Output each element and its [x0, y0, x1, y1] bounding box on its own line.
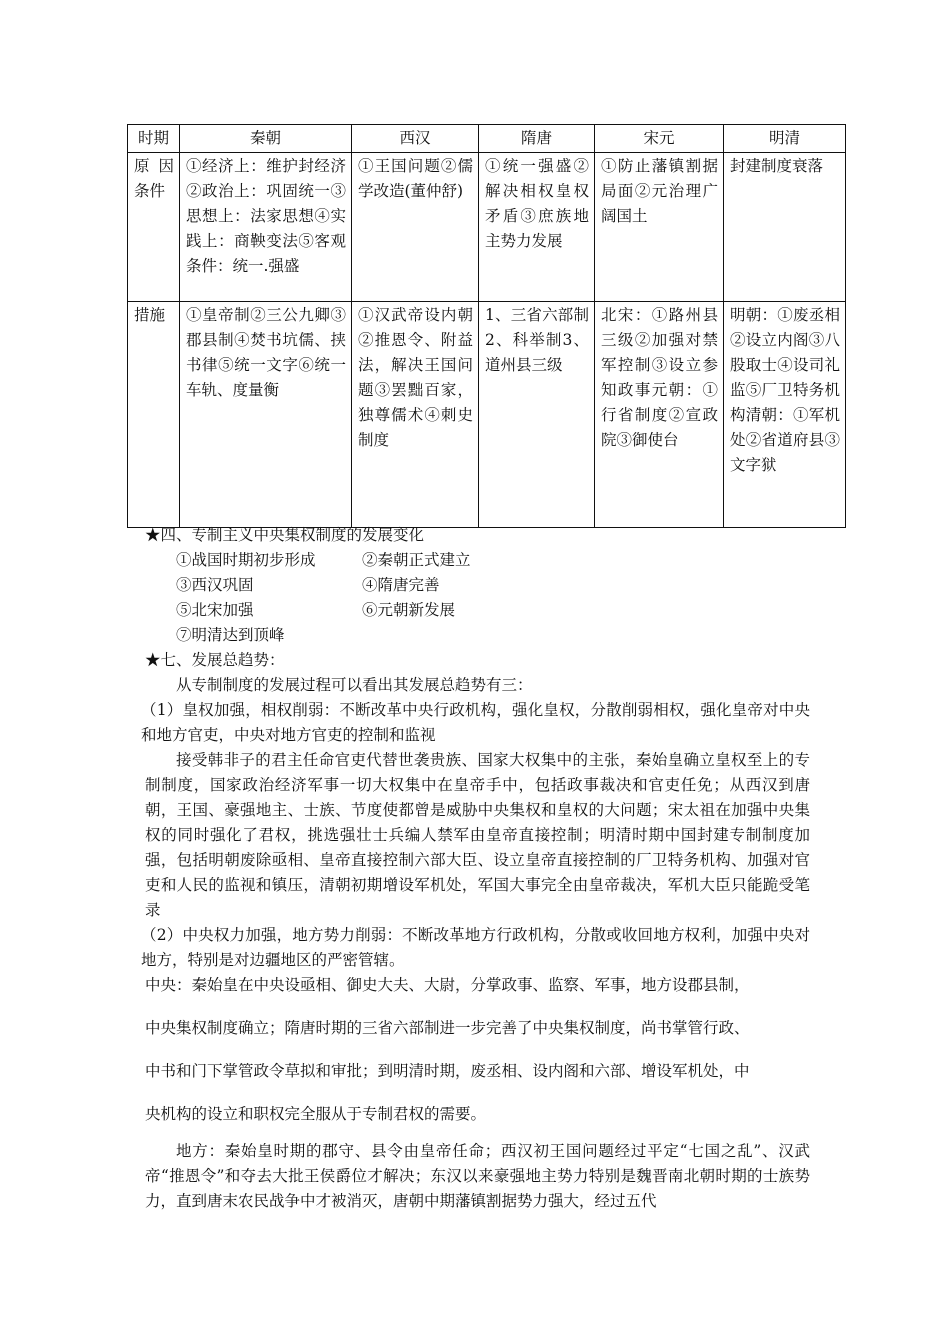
- cell-measures-western-han: ①汉武帝设内朝②推恩令、附益法，解决王国问题③罢黜百家，独尊儒术④刺史制度: [352, 302, 479, 528]
- central-line-4: 央机构的设立和职权完全服从于专制君权的需要。: [145, 1105, 487, 1123]
- cell-measures-song-yuan: 北宋：①路州县三级②加强对禁军控制③设立参知政事元朝：①行省制度②宣政院③御使台: [595, 302, 724, 528]
- section7-title: ★七、发展总趋势：: [145, 651, 285, 669]
- row-label-measures: 措施: [128, 302, 180, 528]
- table-row-measures: [128, 302, 846, 528]
- list-item: ①战国时期初步形成: [176, 551, 316, 569]
- trend-point-1: （1）皇权加强，相权削弱：不断改革中央行政机构，强化皇权，分散削弱相权，强化皇帝对中央和地方官吏，中央对地方官吏的控制和监视: [141, 701, 810, 744]
- central-line-3: 中书和门下掌管政令草拟和审批；到明清时期，废丞相、设内阁和六部、增设军机处，中: [145, 1062, 750, 1080]
- row-label-causes: 原因条件: [128, 153, 180, 302]
- header-qin: 秦朝: [180, 125, 352, 153]
- cell-causes-song-yuan: ①防止藩镇割据局面②元治理广阔国土: [595, 153, 724, 302]
- trend-paragraph-1: 接受韩非子的君主任命官吏代替世袭贵族、国家大权集中的主张，秦始皇确立皇权至上的专制制度，国家政治经济军事一切大权集中在皇帝手中，包括政事裁决和官吏任免；从西汉到唐朝，王国、豪强地主、士族、节度使都曾是威胁中央集权和皇权的大问题；宋太祖在加强中央集权的同时强化了君权，挑选强壮士兵编人禁军由皇帝直接控制；明清时期中国封建专制制度加强，包括明朝废除亟相、皇帝直接控制六部大臣、设立皇帝直接控制的厂卫特务机构、加强对官吏和人民的监视和镇压，清朝初期增设军机处，军国大事完全由皇帝裁决，军机大臣只能跪受笔录: [145, 751, 810, 919]
- trend-point-2: （2）中央权力加强，地方势力削弱：不断改革地方行政机构，分散或收回地方权利，加强中央对地方，特别是对边疆地区的严密管辖。: [141, 926, 810, 969]
- list-item: ③西汉巩固: [176, 576, 254, 594]
- cell-causes-sui-tang: ①统一强盛②解决相权皇权矛盾③庶族地主势力发展: [479, 153, 595, 302]
- list-item: ②秦朝正式建立: [362, 551, 471, 569]
- list-item: ⑥元朝新发展: [362, 601, 456, 619]
- table-header-row: [128, 125, 846, 153]
- list-item: ④隋唐完善: [362, 576, 440, 594]
- cell-causes-qin: ①经济上：维护封经济②政治上：巩固统一③思想上：法家思想④实践上：商鞅变法⑤客观条件：统一.强盛: [180, 153, 352, 302]
- section7-intro: 从专制制度的发展过程可以看出其发展总趋势有三：: [176, 676, 533, 694]
- cell-measures-sui-tang: 1、三省六部制2、科举制3、道州县三级: [479, 302, 595, 528]
- document-body: [141, 523, 810, 1214]
- cell-measures-qin: ①皇帝制②三公九卿③郡县制④焚书坑儒、挟书律⑤统一文字⑥统一车轨、度量衡: [180, 302, 352, 528]
- cell-causes-ming-qing: 封建制度衰落: [724, 153, 846, 302]
- header-ming-qing: 明清: [724, 125, 846, 153]
- cell-measures-ming-qing: 明朝：①废丞相②设立内阁③八股取士④设司礼监⑤厂卫特务机构清朝：①军机处②省道府县③文字狱: [724, 302, 846, 528]
- list-item: ⑦明清达到顶峰: [176, 626, 285, 644]
- dynasty-comparison-table: [127, 124, 846, 528]
- header-period: 时期: [128, 125, 180, 153]
- local-paragraph: 地方：秦始皇时期的郡守、县令由皇帝任命；西汉初王国问题经过平定“七国之乱”、汉武帝“推恩令”和夺去大批王侯爵位才解决；东汉以来豪强地主势力特别是魏晋南北朝时期的士族势力，直到唐末农民战争中才被消灭，唐朝中期藩镇割据势力强大，经过五代: [145, 1142, 810, 1210]
- header-western-han: 西汉: [352, 125, 479, 153]
- central-line-1: 中央：秦始皇在中央设亟相、御史大夫、大尉，分掌政事、监察、军事，地方设郡县制，: [145, 976, 750, 994]
- section4-title: ★四、专制主义中央集权制度的发展变化: [145, 526, 425, 544]
- header-sui-tang: 隋唐: [479, 125, 595, 153]
- table-row-causes: [128, 153, 846, 302]
- header-song-yuan: 宋元: [595, 125, 724, 153]
- cell-causes-western-han: ①王国问题②儒学改造(董仲舒): [352, 153, 479, 302]
- list-item: ⑤北宋加强: [176, 601, 254, 619]
- development-stage-list: [145, 548, 810, 648]
- central-line-2: 中央集权制度确立；隋唐时期的三省六部制进一步完善了中央集权制度，尚书掌管行政、: [145, 1019, 750, 1037]
